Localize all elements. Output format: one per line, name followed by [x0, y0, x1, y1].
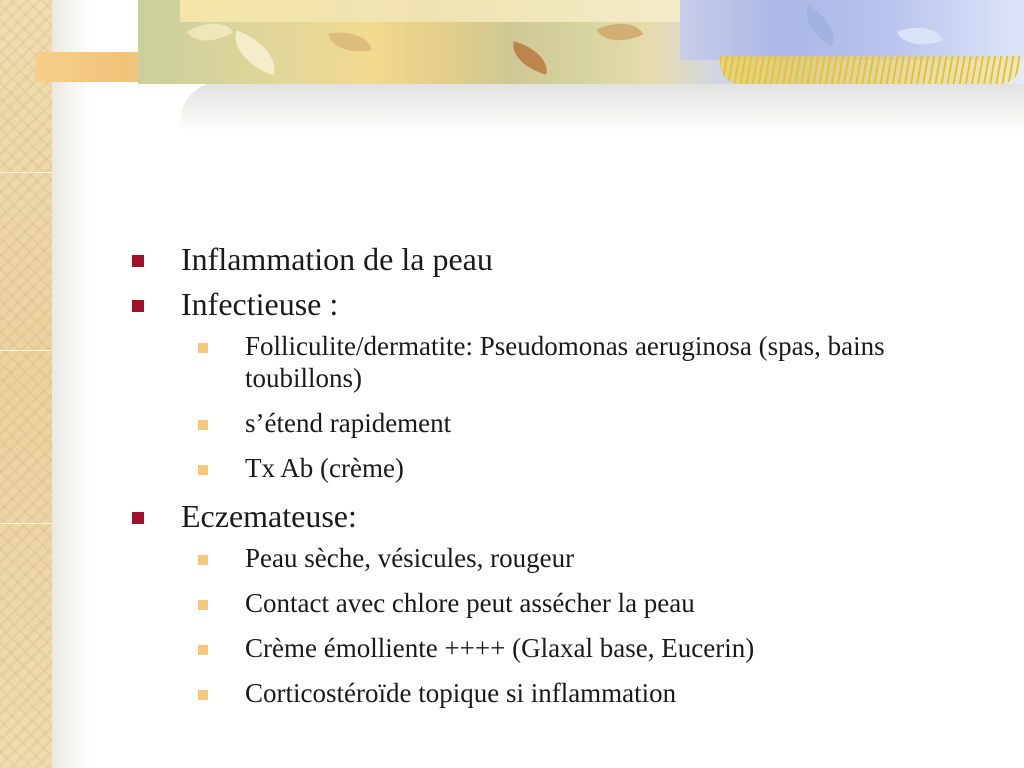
- square-bullet-icon: [198, 600, 208, 610]
- band-shadow: [180, 82, 1024, 132]
- floral-collage-top: [180, 0, 680, 22]
- sub-list-item: [130, 587, 1000, 619]
- sub-list-item: [130, 542, 1000, 574]
- sub-list-item: [130, 452, 1000, 484]
- sub-list-item-text: Crème émolliente ++++ (Glaxal base, Eucerin): [245, 633, 755, 663]
- square-bullet-icon: [132, 512, 144, 524]
- list-item-text: Infectieuse :: [181, 286, 339, 322]
- square-bullet-icon: [198, 690, 208, 700]
- blue-floral-collage: [680, 0, 1024, 60]
- sub-list-item-text: Folliculite/dermatite: Pseudomonas aeruginosa (spas, bains toubillons): [245, 331, 885, 393]
- sub-list-item: [130, 407, 1000, 439]
- square-bullet-icon: [198, 645, 208, 655]
- square-bullet-icon: [198, 555, 208, 565]
- list-item: [130, 285, 1000, 323]
- sub-list-item-text: s’étend rapidement: [245, 408, 452, 438]
- parchment-seam: [0, 523, 52, 524]
- list-item: [130, 240, 1000, 278]
- list-item-text: Inflammation de la peau: [181, 241, 493, 277]
- parchment-seam: [0, 172, 52, 173]
- bullet-list: [130, 240, 1000, 722]
- sub-list-item-text: Contact avec chlore peut assécher la peau: [245, 588, 695, 618]
- sub-list-item-text: Corticostéroïde topique si inflammation: [245, 678, 677, 708]
- sub-list-item-text: Peau sèche, vésicules, rougeur: [245, 543, 575, 573]
- square-bullet-icon: [198, 465, 208, 475]
- square-bullet-icon: [198, 420, 208, 430]
- square-bullet-icon: [198, 343, 208, 353]
- parchment-seam: [0, 350, 52, 351]
- list-item: [130, 497, 1000, 535]
- decorative-header-band: [0, 0, 1024, 130]
- sub-list-item: [130, 677, 1000, 709]
- square-bullet-icon: [132, 255, 144, 267]
- grass-strip: [720, 56, 1020, 84]
- square-bullet-icon: [132, 300, 144, 312]
- list-item-text: Eczemateuse:: [181, 498, 357, 534]
- sub-list-item: [130, 632, 1000, 664]
- sub-list-item-text: Tx Ab (crème): [245, 453, 404, 483]
- sub-list-item: [130, 330, 1000, 394]
